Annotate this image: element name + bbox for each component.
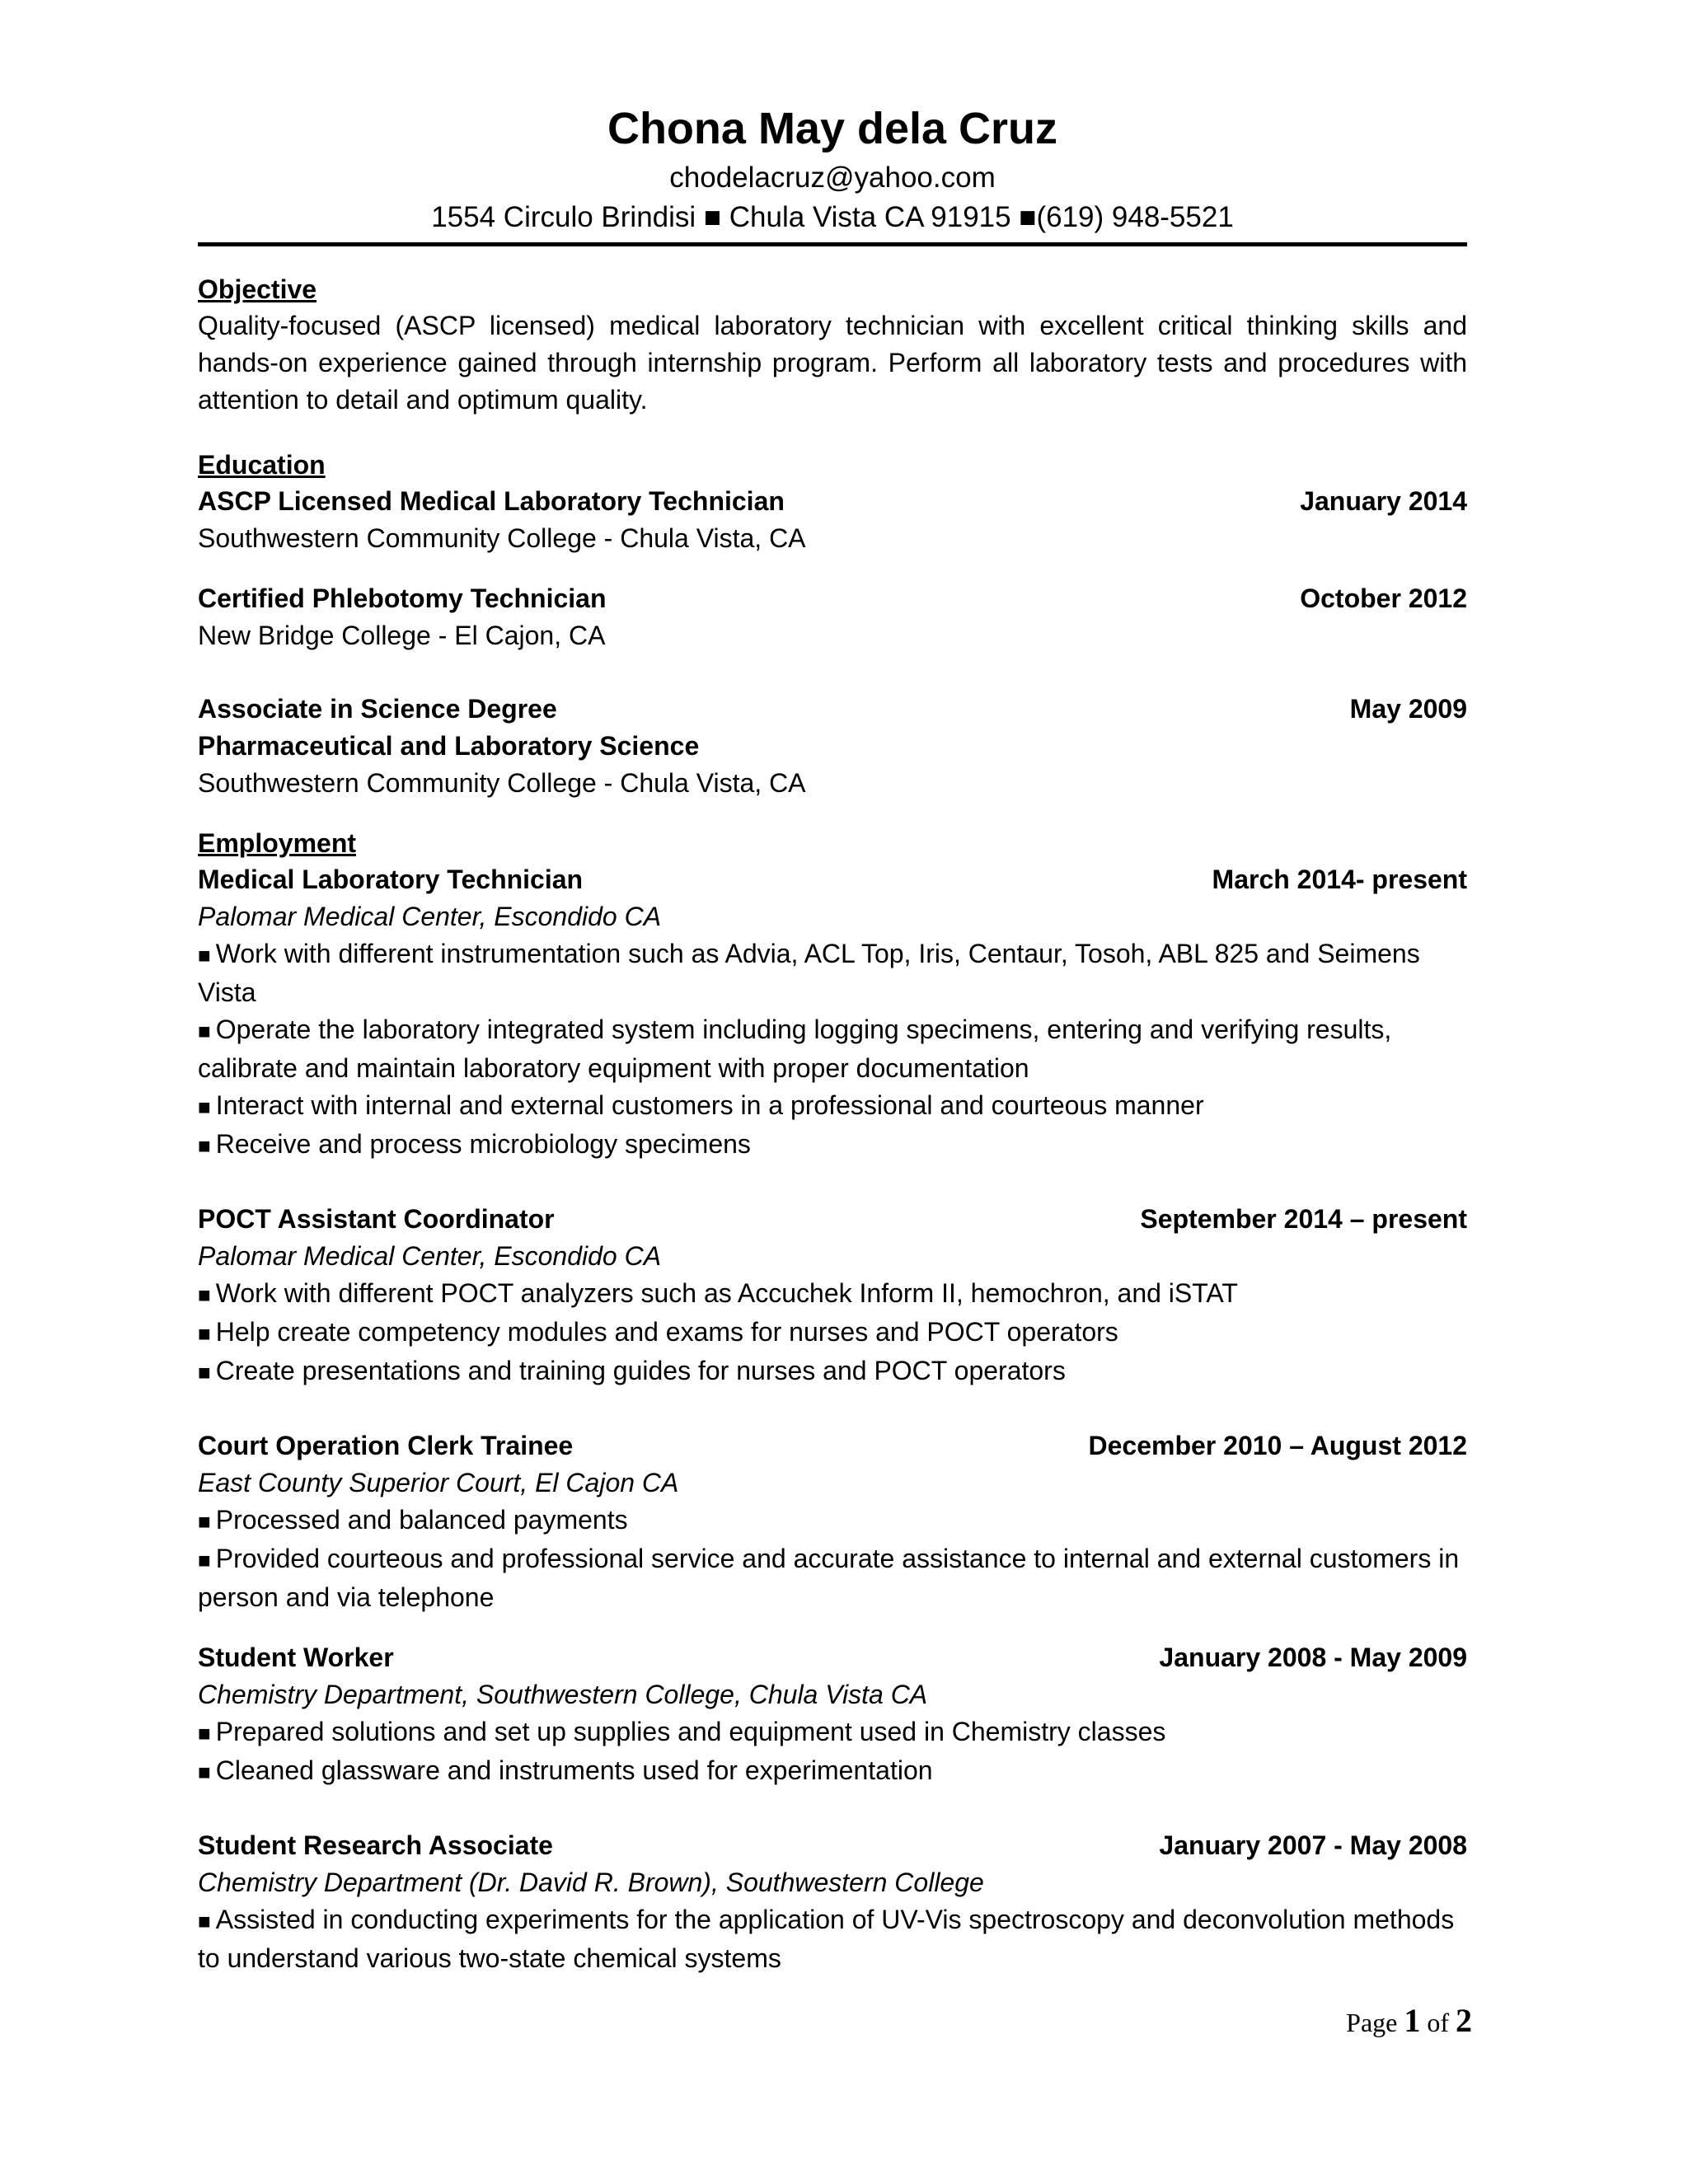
job-date: January 2008 - May 2009 bbox=[1159, 1643, 1467, 1672]
job-bullet bbox=[198, 1713, 1467, 1752]
job-entry bbox=[198, 1639, 1467, 1791]
spacer bbox=[198, 1616, 1467, 1639]
spacer bbox=[198, 1391, 1467, 1427]
job-bullet bbox=[198, 1502, 1467, 1540]
job-bullet-text: Prepared solutions and set up supplies and equipment used in Chemistry classes bbox=[215, 1717, 1166, 1746]
job-title: Student Research Associate bbox=[198, 1830, 553, 1860]
job-bullet bbox=[198, 1011, 1467, 1087]
resume-page bbox=[198, 99, 1467, 1977]
job-bullet-text: Provided courteous and professional service and accurate assistance to internal and external customers in person and via telephone bbox=[198, 1544, 1460, 1612]
job-title: POCT Assistant Coordinator bbox=[198, 1204, 555, 1234]
education-subtitle: Pharmaceutical and Laboratory Science bbox=[198, 731, 700, 761]
job-organization: Palomar Medical Center, Escondido CA bbox=[198, 902, 662, 931]
job-header bbox=[198, 1639, 1467, 1676]
job-bullet bbox=[198, 1126, 1467, 1165]
job-entry bbox=[198, 1201, 1467, 1391]
job-bullet bbox=[198, 1540, 1467, 1616]
education-entry-header bbox=[198, 483, 1467, 520]
job-organization: Chemistry Department, Southwestern College, Chula Vista CA bbox=[198, 1680, 928, 1709]
education-date: January 2014 bbox=[1300, 486, 1467, 516]
education-entry bbox=[198, 580, 1467, 654]
job-bullet-text: Help create competency modules and exams for nurses and POCT operators bbox=[215, 1317, 1118, 1347]
education-entry bbox=[198, 483, 1467, 557]
education-title: ASCP Licensed Medical Laboratory Technician bbox=[198, 486, 785, 516]
bullet-square-icon: ■ bbox=[198, 1509, 211, 1534]
employment-list bbox=[198, 861, 1467, 1977]
bullet-square-icon: ■ bbox=[198, 1321, 211, 1346]
bullet-square-icon: ■ bbox=[198, 1721, 211, 1746]
job-bullet bbox=[198, 1314, 1467, 1352]
job-title: Student Worker bbox=[198, 1643, 394, 1672]
education-entry-header bbox=[198, 691, 1467, 728]
bullet-square-icon: ■ bbox=[198, 1760, 211, 1784]
education-heading: Education bbox=[198, 450, 326, 480]
education-date: May 2009 bbox=[1349, 694, 1467, 724]
job-title: Medical Laboratory Technician bbox=[198, 865, 584, 894]
job-bullet-text: Create presentations and training guides for nurses and POCT operators bbox=[215, 1356, 1066, 1385]
objective-heading: Objective bbox=[198, 274, 317, 304]
job-organization: Palomar Medical Center, Escondido CA bbox=[198, 1241, 662, 1271]
page-current: 1 bbox=[1404, 2002, 1421, 2039]
job-entry bbox=[198, 1427, 1467, 1616]
resume-header bbox=[198, 99, 1467, 246]
spacer bbox=[198, 1791, 1467, 1827]
job-bullet-text: Work with different instrumentation such as Advia, ACL Top, Iris, Centaur, Tosoh, ABL 825 and Seimens Vista bbox=[198, 939, 1420, 1007]
job-entry bbox=[198, 861, 1467, 1165]
job-bullet bbox=[198, 935, 1467, 1011]
spacer bbox=[198, 654, 1467, 691]
job-header bbox=[198, 1427, 1467, 1465]
bullet-square-icon: ■ bbox=[198, 1360, 211, 1385]
page-word: Page bbox=[1346, 2008, 1398, 2037]
job-date: September 2014 – present bbox=[1140, 1204, 1467, 1234]
job-bullet-text: Operate the laboratory integrated system including logging specimens, entering and verifying results, calibrate and maintain laboratory equipment with proper documentation bbox=[198, 1015, 1392, 1083]
job-bullet-text: Interact with internal and external customers in a professional and courteous manner bbox=[215, 1090, 1204, 1120]
of-word: of bbox=[1427, 2008, 1449, 2037]
candidate-name: Chona May dela Cruz bbox=[607, 104, 1058, 153]
employment-heading: Employment bbox=[198, 828, 357, 858]
bullet-square-icon: ■ bbox=[198, 1282, 211, 1307]
job-organization: Chemistry Department (Dr. David R. Brown), Southwestern College bbox=[198, 1868, 984, 1897]
bullet-square-icon: ■ bbox=[198, 1094, 211, 1119]
job-header bbox=[198, 1827, 1467, 1864]
bullet-square-icon: ■ bbox=[198, 1548, 211, 1572]
job-entry bbox=[198, 1827, 1467, 1977]
job-bullet-text: Work with different POCT analyzers such as Accuchek Inform II, hemochron, and iSTAT bbox=[215, 1278, 1238, 1308]
education-school: Southwestern Community College - Chula Vista, CA bbox=[198, 768, 806, 798]
job-header bbox=[198, 1201, 1467, 1238]
education-list bbox=[198, 483, 1467, 802]
education-date: October 2012 bbox=[1300, 583, 1467, 613]
education-title: Associate in Science Degree bbox=[198, 694, 557, 724]
job-bullet-text: Assisted in conducting experiments for the application of UV-Vis spectroscopy and deconvolution methods to understand various two-state chemical systems bbox=[198, 1905, 1455, 1973]
education-entry bbox=[198, 691, 1467, 802]
spacer bbox=[198, 557, 1467, 580]
job-bullet-text: Cleaned glassware and instruments used for experimentation bbox=[215, 1755, 933, 1785]
bullet-square-icon: ■ bbox=[198, 1019, 211, 1043]
job-bullet bbox=[198, 1752, 1467, 1791]
job-date: March 2014- present bbox=[1212, 865, 1467, 894]
job-bullet bbox=[198, 1275, 1467, 1314]
education-school: Southwestern Community College - Chula Vista, CA bbox=[198, 523, 806, 553]
education-entry-header bbox=[198, 580, 1467, 617]
job-header bbox=[198, 861, 1467, 898]
page-number-footer bbox=[1346, 2001, 1472, 2040]
job-organization: East County Superior Court, El Cajon CA bbox=[198, 1468, 679, 1497]
postal-address-phone: 1554 Circulo Brindisi ■ Chula Vista CA 91915 ■(619) 948-5521 bbox=[431, 201, 1234, 233]
spacer bbox=[198, 1165, 1467, 1201]
job-bullet bbox=[198, 1901, 1467, 1977]
email-address: chodelacruz@yahoo.com bbox=[669, 162, 996, 194]
page-total: 2 bbox=[1456, 2002, 1472, 2039]
bullet-square-icon: ■ bbox=[198, 1133, 211, 1158]
job-date: January 2007 - May 2008 bbox=[1159, 1830, 1467, 1860]
header-divider bbox=[198, 242, 1467, 246]
job-bullet bbox=[198, 1087, 1467, 1126]
education-school: New Bridge College - El Cajon, CA bbox=[198, 621, 606, 650]
bullet-square-icon: ■ bbox=[198, 1909, 211, 1933]
bullet-square-icon: ■ bbox=[198, 943, 211, 968]
job-date: December 2010 – August 2012 bbox=[1088, 1431, 1467, 1460]
job-bullet-text: Receive and process microbiology specimens bbox=[215, 1129, 751, 1159]
objective-text: Quality-focused (ASCP licensed) medical laboratory technician with excellent critical thinking skills and hands-on experience gained through internship program. Perform all laboratory tests and procedures with attention to detail and optimum quality. bbox=[198, 311, 1467, 415]
job-bullet-text: Processed and balanced payments bbox=[215, 1505, 628, 1535]
education-title: Certified Phlebotomy Technician bbox=[198, 583, 607, 613]
job-bullet bbox=[198, 1352, 1467, 1391]
job-title: Court Operation Clerk Trainee bbox=[198, 1431, 574, 1460]
